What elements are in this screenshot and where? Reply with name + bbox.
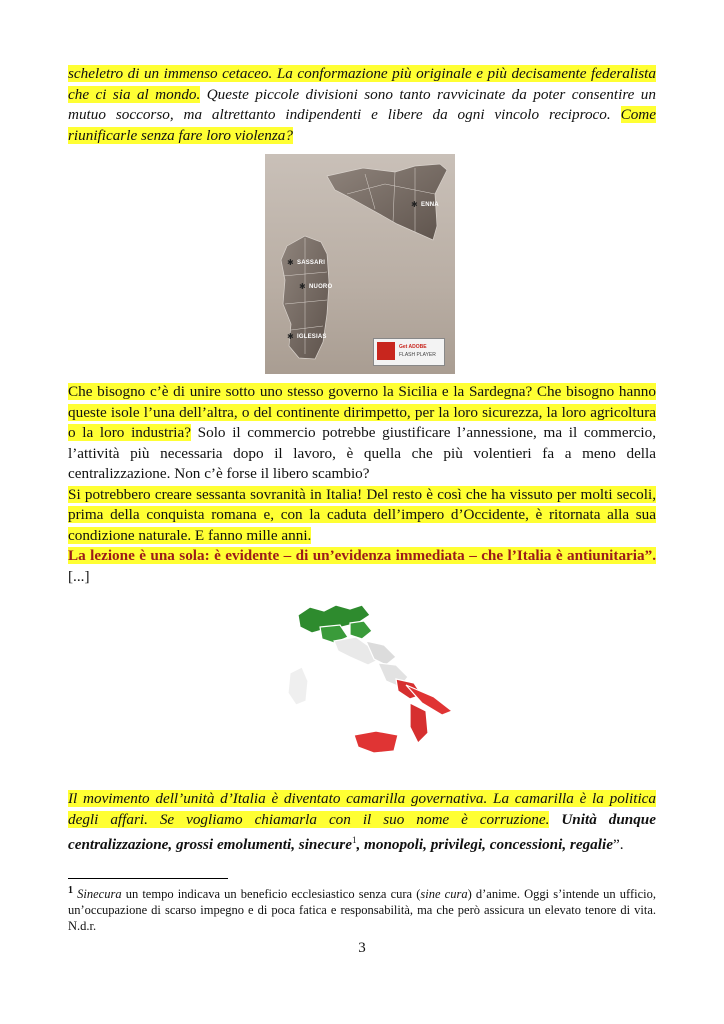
footnote-number: 1 bbox=[68, 884, 73, 896]
footnote-ref[interactable]: 1 bbox=[351, 835, 357, 845]
italy-graphic bbox=[238, 593, 492, 783]
city-marker-icon: ✱ bbox=[287, 332, 294, 341]
city-label: ENNA bbox=[421, 202, 439, 208]
paragraph-4 bbox=[68, 546, 656, 587]
city-label: SASSARI bbox=[297, 260, 326, 266]
city-marker-icon: ✱ bbox=[299, 282, 306, 291]
footnote-text-2: ) d’anime. Oggi s’intende un ufficio, un’occupazione di scarso impegno e di poca fatica e responsabilità, ma che però assicura un elevato tenore di vita. N.d.r. bbox=[68, 886, 657, 933]
footnote-divider bbox=[68, 878, 228, 879]
flash-logo-icon bbox=[377, 342, 395, 360]
para2-text: Solo il commercio potrebbe giustificare l’annessione, ma il commercio, l’attività più necessaria dopo il lavoro, è quella che più volentieri fa a meno della centralizzazione. Non c’è forse il libero scambio? bbox=[68, 424, 656, 482]
para1-highlight-1: scheletro di un immenso cetaceo. La conformazione più originale e più decisamente federalista che ci sia al mondo. bbox=[68, 65, 656, 103]
italy-tricolor-map bbox=[238, 593, 492, 783]
paragraph-5 bbox=[68, 789, 656, 856]
para1-text: Queste piccole divisioni sono tanto ravvicinate da poter consentire un mutuo soccorso, ma altrettanto indipendenti e libere da ogni vincolo reciproco. bbox=[68, 85, 656, 123]
para5-highlight: Il movimento dell’unità d’Italia è diventato camarilla governativa. La camarilla è la politica degli affari. Se vogliamo chiamarla con il suo nome è corruzione. bbox=[68, 790, 656, 828]
paragraph-3 bbox=[68, 485, 656, 547]
para5-bold-2: , monopoli, privilegi, concessioni, regalie bbox=[356, 836, 613, 854]
footnote-term-2: sine cura bbox=[420, 886, 468, 901]
page-body bbox=[68, 64, 656, 957]
city-marker-icon: ✱ bbox=[411, 200, 418, 209]
badge-line-2: FLASH PLAYER bbox=[399, 352, 436, 358]
sicily-sardinia-map bbox=[265, 154, 455, 374]
city-label: NUORO bbox=[309, 284, 333, 290]
para4-ellipsis: [...] bbox=[68, 567, 90, 585]
footnote bbox=[68, 883, 656, 934]
city-marker-icon: ✱ bbox=[287, 258, 294, 267]
para4-highlight: La lezione è una sola: è evidente – di un’evidenza immediata – che l’Italia è antiunitaria”. bbox=[68, 547, 656, 564]
para2-highlight: Che bisogno c’è di unire sotto uno stesso governo la Sicilia e la Sardegna? Che bisogno hanno queste isole l’una dell’altra, o del continente dirimpetto, per la loro sicurezza, la loro agricoltura o la loro industria? bbox=[68, 383, 656, 441]
para5-bold-1: Unità dunque centralizzazione, grossi emolumenti, sinecure bbox=[68, 810, 656, 854]
city-label: IGLESIAS bbox=[297, 334, 327, 340]
page-number: 3 bbox=[358, 939, 366, 956]
badge-line-1: Get ADOBE bbox=[399, 344, 427, 350]
footnote-term: Sinecura bbox=[77, 886, 122, 901]
para5-end: ”. bbox=[612, 836, 624, 854]
para1-highlight-2: Come riunificarle senza fare loro violenza? bbox=[68, 106, 656, 144]
para3-highlight: Si potrebbero creare sessanta sovranità in Italia! Del resto è così che ha vissuto per molti secoli, prima della conquista romana e, con la caduta dell’impero d’Occidente, è ritornata alla sua condizione naturale. E fanno mille anni. bbox=[68, 485, 656, 544]
footnote-text-1: un tempo indicava un beneficio ecclesiastico senza cura ( bbox=[121, 886, 421, 901]
paragraph-1 bbox=[68, 64, 656, 146]
flash-player-badge[interactable] bbox=[373, 338, 445, 366]
paragraph-2 bbox=[68, 382, 656, 485]
